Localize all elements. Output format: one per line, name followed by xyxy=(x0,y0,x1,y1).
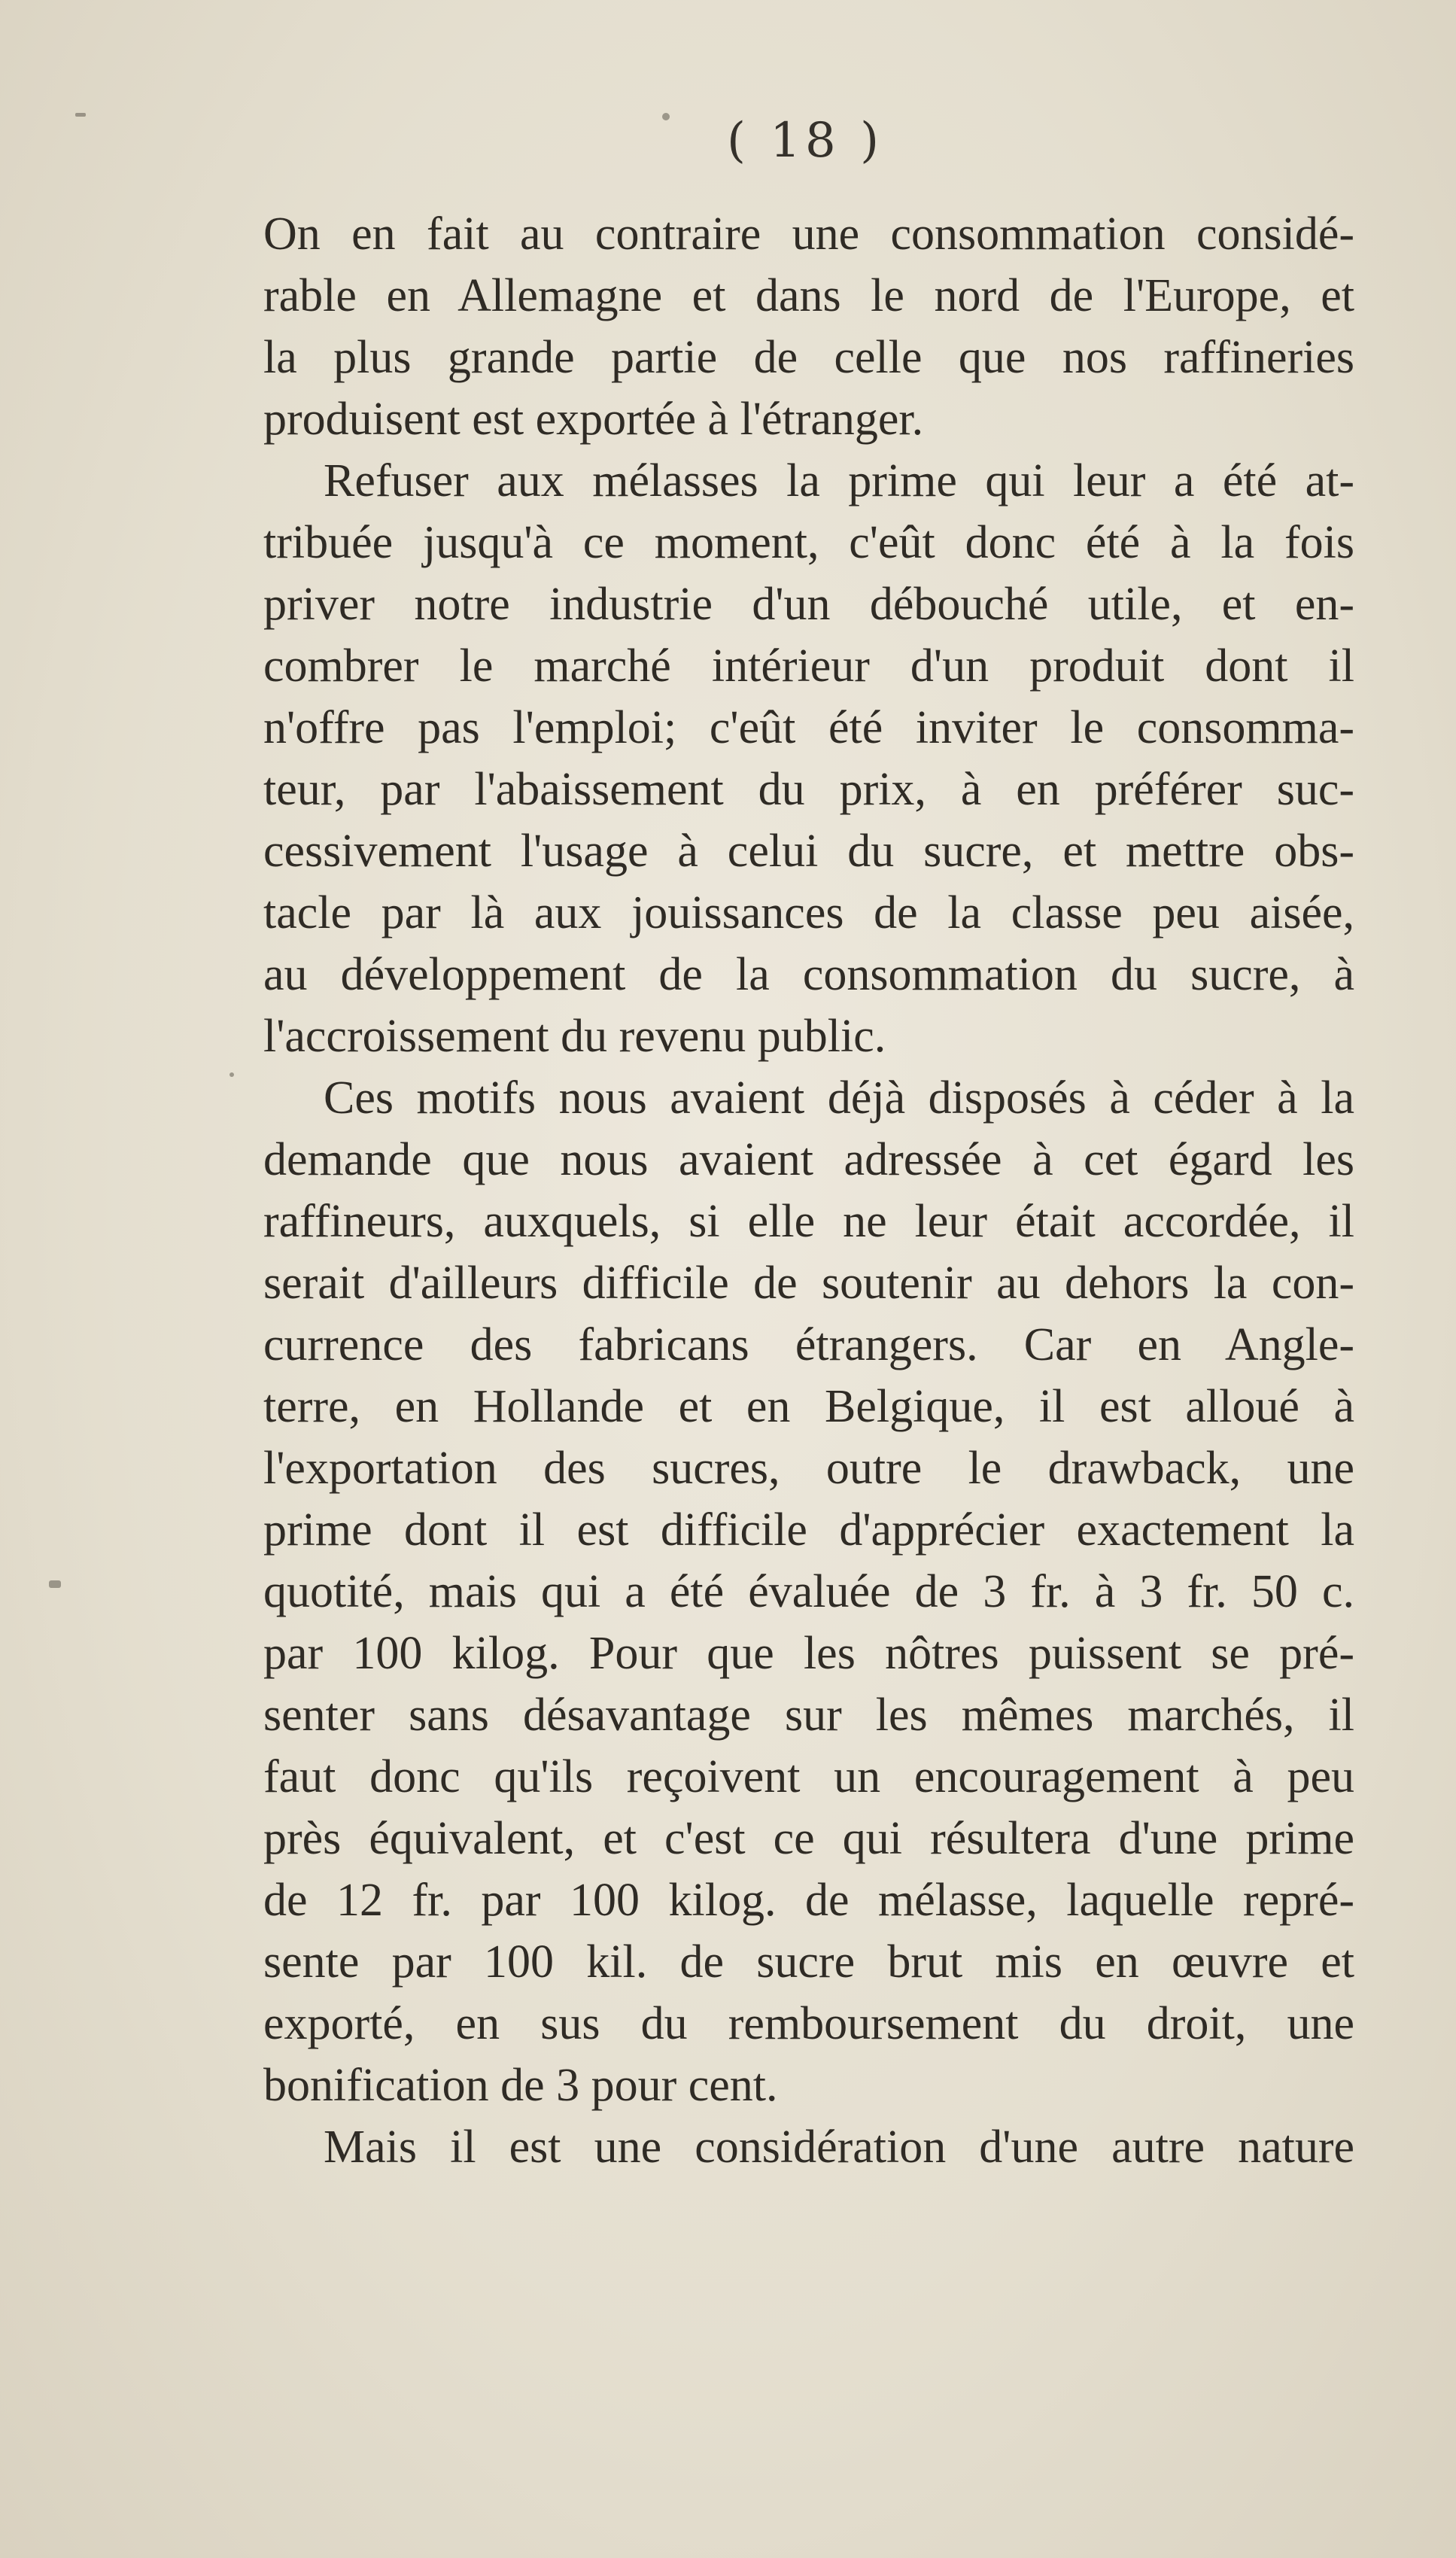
paragraph xyxy=(263,450,1354,1067)
text-line: raffineurs, auxquels, si elle ne leur était accordée, il xyxy=(263,1196,1354,1247)
text-line: n'offre pas l'emploi; c'eût été inviter le consomma- xyxy=(263,702,1354,753)
text-line: prime dont il est difficile d'apprécier exactement la xyxy=(263,1504,1354,1556)
text-line: terre, en Hollande et en Belgique, il est alloué à xyxy=(263,1381,1354,1432)
text-line: l'exportation des sucres, outre le drawback, une xyxy=(263,1443,1354,1494)
paper-speck xyxy=(75,113,86,117)
paper-speck xyxy=(662,113,670,120)
body-text xyxy=(263,203,1354,2178)
text-line: cessivement l'usage à celui du sucre, et mettre obs- xyxy=(263,826,1354,877)
text-line: de 12 fr. par 100 kilog. de mélasse, laquelle repré- xyxy=(263,1875,1354,1926)
text-line: Refuser aux mélasses la prime qui leur a été at- xyxy=(324,455,1354,506)
text-line: près équivalent, et c'est ce qui résultera d'une prime xyxy=(263,1813,1354,1864)
text-line: la plus grande partie de celle que nos raffineries xyxy=(263,332,1354,383)
text-line: priver notre industrie d'un débouché utile, et en- xyxy=(263,579,1354,630)
text-line: teur, par l'abaissement du prix, à en préférer suc- xyxy=(263,764,1354,815)
text-line: au développement de la consommation du sucre, à xyxy=(263,949,1354,1000)
text-line: senter sans désavantage sur les mêmes marchés, il xyxy=(263,1690,1354,1741)
text-line: rable en Allemagne et dans le nord de l'Europe, et xyxy=(263,270,1354,321)
text-line: sente par 100 kil. de sucre brut mis en œuvre et xyxy=(263,1936,1354,1988)
paragraph xyxy=(263,1067,1354,2116)
text-line: serait d'ailleurs difficile de soutenir au dehors la con- xyxy=(263,1258,1354,1309)
page-number: ( 18 ) xyxy=(726,113,884,169)
paragraph xyxy=(263,2116,1354,2178)
paper-speck xyxy=(49,1580,61,1588)
text-line: tacle par là aux jouissances de la classe peu aisée, xyxy=(263,887,1354,938)
paper-speck xyxy=(229,1072,234,1077)
text-line: bonification de 3 pour cent. xyxy=(263,2060,778,2111)
text-line: currence des fabricans étrangers. Car en Angle- xyxy=(263,1319,1354,1370)
text-line: exporté, en sus du remboursement du droit, une xyxy=(263,1998,1354,2049)
text-line: faut donc qu'ils reçoivent un encouragement à peu xyxy=(263,1751,1354,1802)
text-line: par 100 kilog. Pour que les nôtres puissent se pré- xyxy=(263,1628,1354,1679)
text-line: Mais il est une considération d'une autre nature xyxy=(324,2122,1354,2173)
text-line: tribuée jusqu'à ce moment, c'eût donc été à la fois xyxy=(263,517,1354,568)
text-line: On en fait au contraire une consommation considé- xyxy=(263,208,1354,260)
text-line: Ces motifs nous avaient déjà disposés à céder à la xyxy=(324,1072,1354,1124)
text-line: combrer le marché intérieur d'un produit dont il xyxy=(263,640,1354,692)
text-line: quotité, mais qui a été évaluée de 3 fr. à 3 fr. 50 c. xyxy=(263,1566,1354,1617)
text-line: demande que nous avaient adressée à cet égard les xyxy=(263,1134,1354,1185)
text-line: l'accroissement du revenu public. xyxy=(263,1011,886,1062)
text-line: produisent est exportée à l'étranger. xyxy=(263,394,924,445)
paragraph xyxy=(263,203,1354,450)
